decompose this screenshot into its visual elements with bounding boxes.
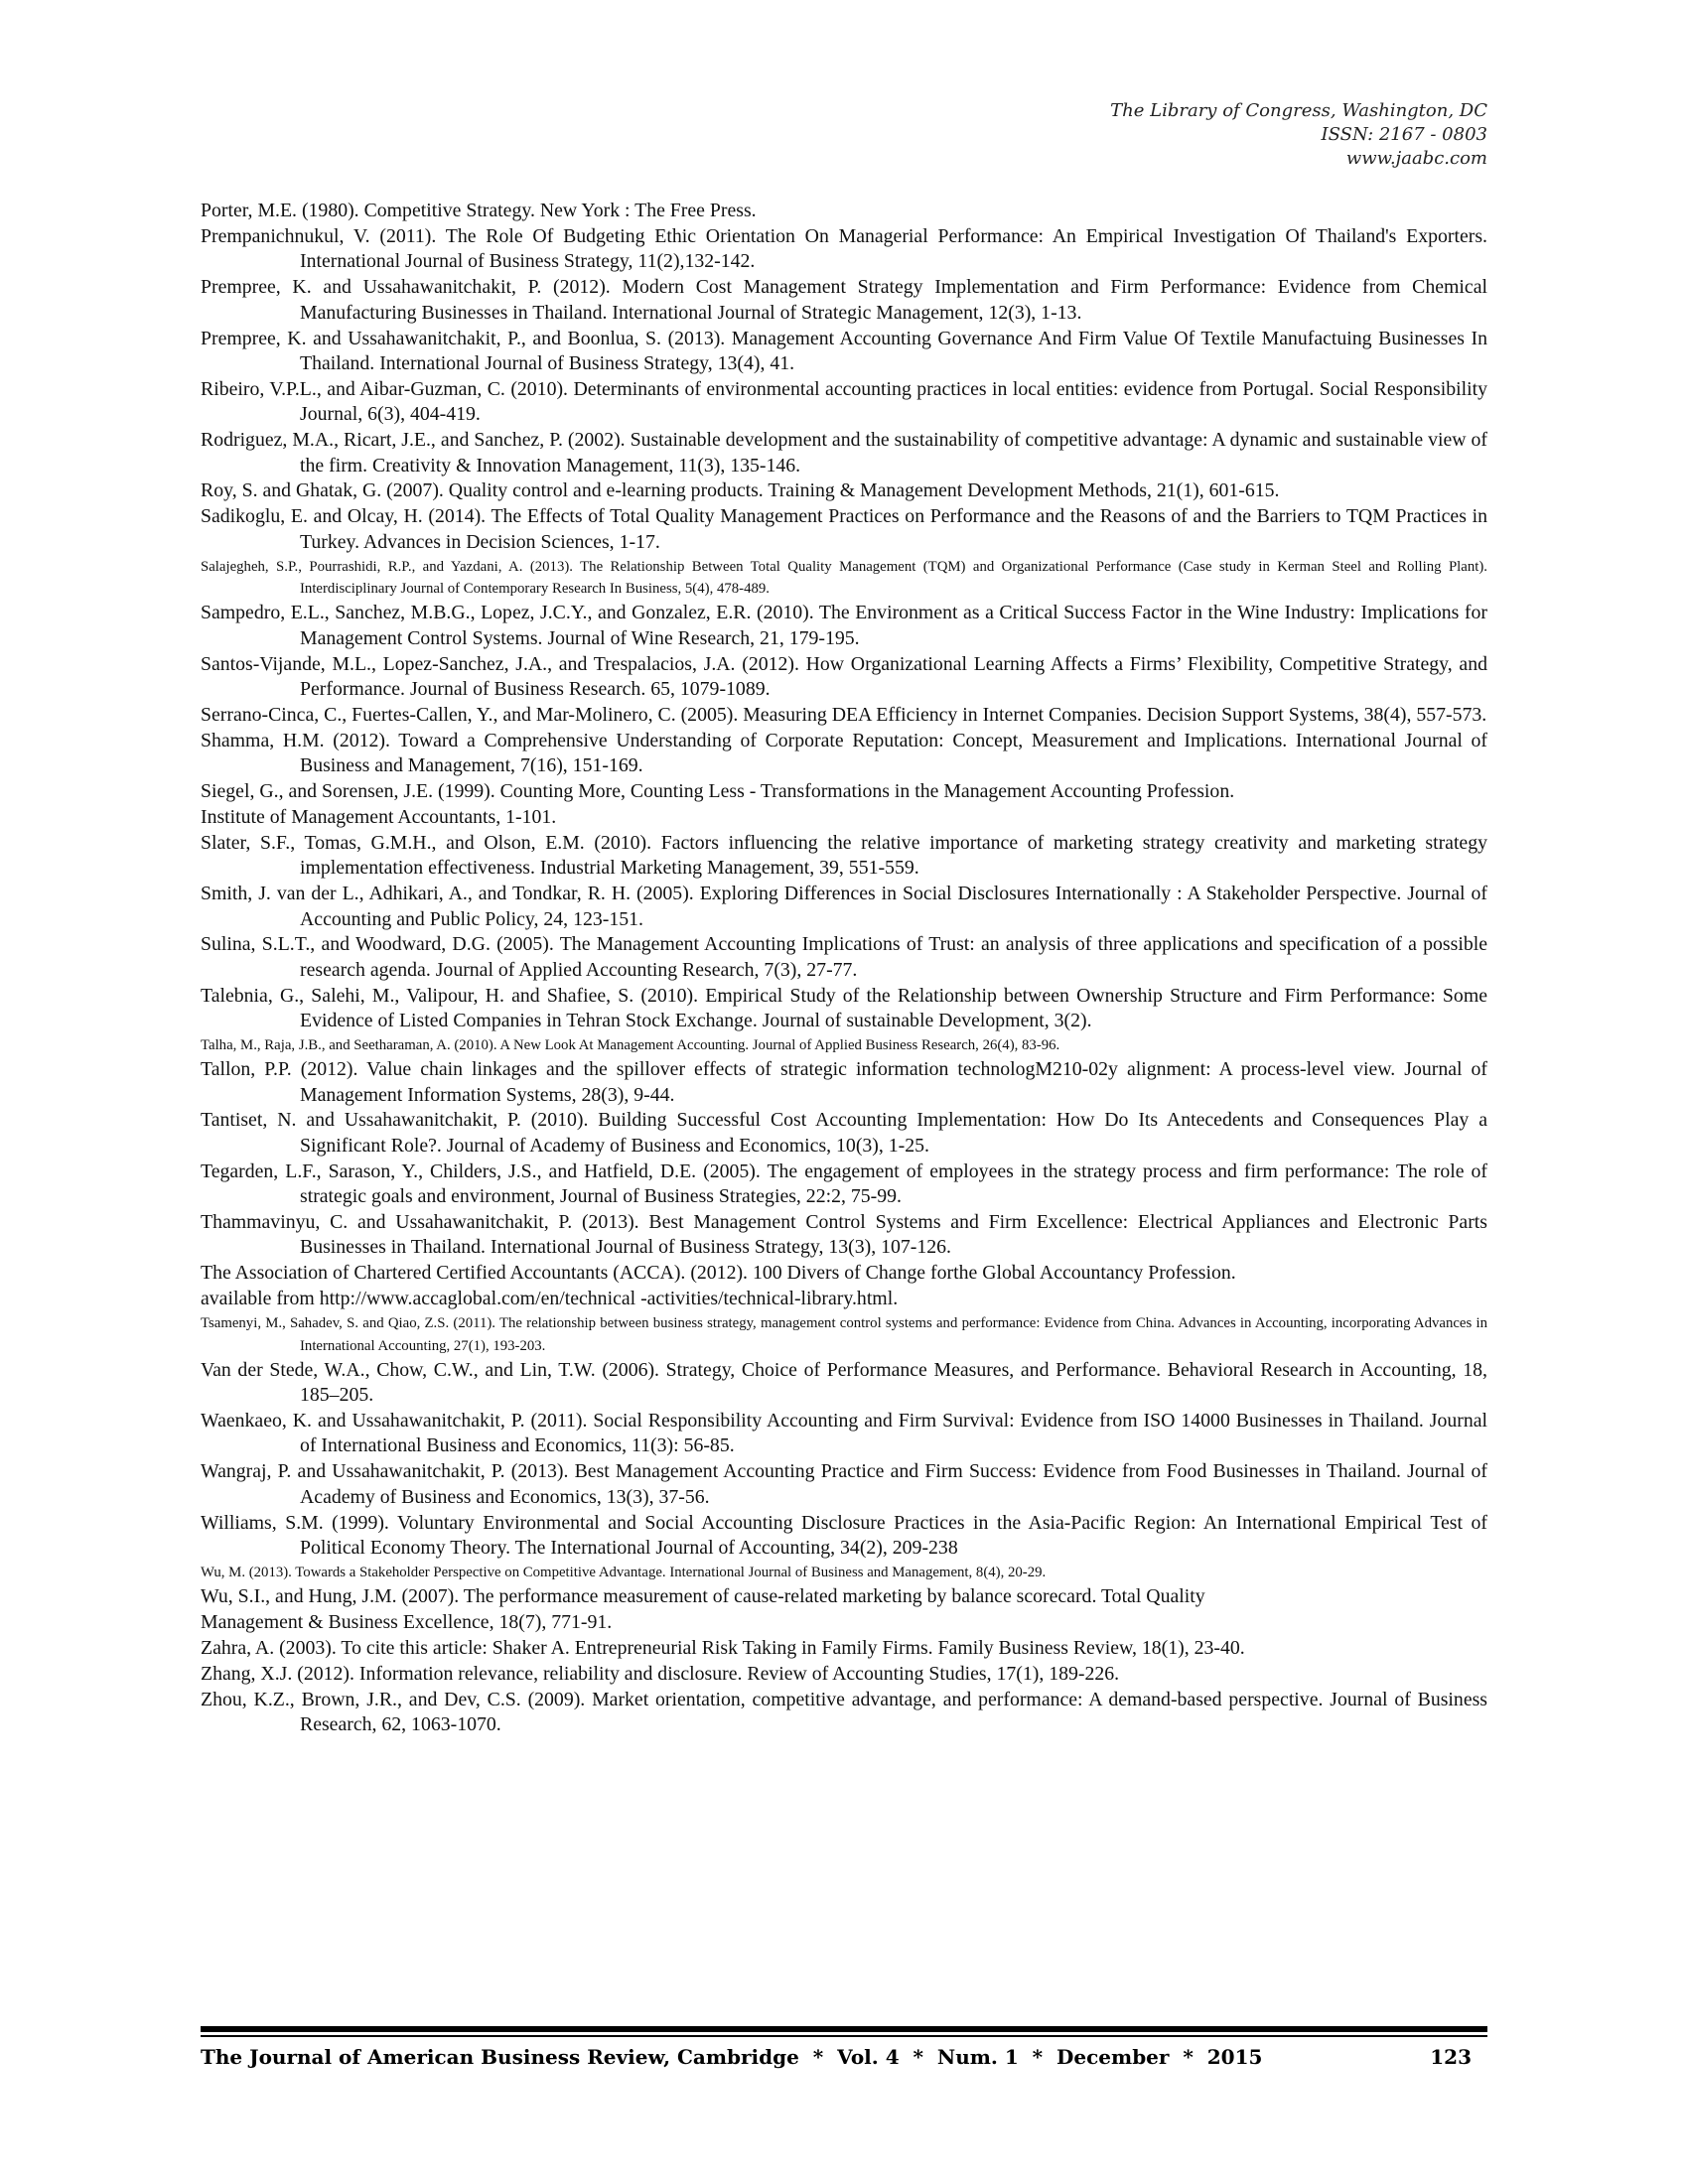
reference-entry: The Association of Chartered Certified Accountants (ACCA). (2012). 100 Divers of Change forthe Global Accountancy Profession. — [201, 1262, 1236, 1285]
reference-list — [201, 199, 1487, 1738]
reference-entry: Thammavinyu, C. and Ussahawanitchakit, P. (2013). Best Management Control Systems and Firm Excellence: Electrical Appliances and Electronic Parts Businesses in Thailand. International Journal of Business Strategy, 13(3), 107-126. — [201, 1211, 1487, 1259]
footer-rule-thick — [201, 2026, 1487, 2032]
reference-entry: Serrano-Cinca, C., Fuertes-Callen, Y., and Mar-Molinero, C. (2005). Measuring DEA Efficiency in Internet Companies. Decision Support Systems, 38(4), 557-573. — [201, 703, 1487, 726]
reference-entry: Sadikoglu, E. and Olcay, H. (2014). The Effects of Total Quality Management Practices on Performance and the Reasons of and the Barriers to TQM Practices in Turkey. Advances in Decision Sciences, 1-17. — [201, 505, 1487, 553]
reference-entry: Tantiset, N. and Ussahawanitchakit, P. (2010). Building Successful Cost Accounting Implementation: How Do Its Antecedents and Consequences Play a Significant Role?. Journal of Academy of Business and Economics, 10(3), 1-25. — [201, 1109, 1487, 1157]
reference-entry: Sulina, S.L.T., and Woodward, D.G. (2005). The Management Accounting Implications of Trust: an analysis of three applications and specification of a possible research agenda. Journal of Applied Accounting Research, 7(3), 27-77. — [201, 933, 1487, 981]
reference-entry: Prempanichnukul, V. (2011). The Role Of Budgeting Ethic Orientation On Managerial Performance: An Empirical Investigation Of Thailand's Exporters. International Journal of Business Strategy, 11(2),132-142. — [201, 224, 1487, 273]
reference-entry: Wu, S.I., and Hung, J.M. (2007). The performance measurement of cause-related marketing by balance scorecard. Total Quality — [201, 1584, 1205, 1607]
reference-entry: Siegel, G., and Sorensen, J.E. (1999). Counting More, Counting Less - Transformations in the Management Accounting Profession. — [201, 780, 1235, 803]
reference-entry: Prempree, K. and Ussahawanitchakit, P., and Boonlua, S. (2013). Management Accounting Governance And Firm Value Of Textile Manufactuing Businesses In Thailand. International Journal of Business Strategy, 13(4), 41. — [201, 327, 1487, 374]
reference-entry: Wu, M. (2013). Towards a Stakeholder Perspective on Competitive Advantage. International Journal of Business and Management, 8(4), 20-29. — [201, 1564, 1047, 1580]
reference-entry: Waenkaeo, K. and Ussahawanitchakit, P. (2011). Social Responsibility Accounting and Firm Survival: Evidence from ISO 14000 Businesses in Thailand. Journal of International Business and Economics, 11(3): 56-85. — [201, 1409, 1487, 1457]
header-issn-line: ISSN: 2167 - 0803 — [1321, 124, 1487, 145]
reference-entry: Talebnia, G., Salehi, M., Valipour, H. and Shafiee, S. (2010). Empirical Study of the Relationship between Ownership Structure and Firm Performance: Some Evidence of Listed Companies in Tehran Stock Exchange. Journal of sustainable Development, 3(2). — [201, 984, 1487, 1032]
reference-entry: Williams, S.M. (1999). Voluntary Environmental and Social Accounting Disclosure Practices in the Asia-Pacific Region: An International Empirical Test of Political Economy Theory. The International Journal of Accounting, 34(2), 209-238 — [201, 1511, 1487, 1559]
reference-entry: available from http://www.accaglobal.com/en/technical -activities/technical-library.html. — [201, 1288, 899, 1310]
reference-entry: Tsamenyi, M., Sahadev, S. and Qiao, Z.S. (2011). The relationship between business strategy, management control systems and performance: Evidence from China. Advances in Accounting, incorporating Advances in International Accounting, 27(1), 193-203. — [201, 1315, 1487, 1354]
reference-entry: Zahra, A. (2003). To cite this article: Shaker A. Entrepreneurial Risk Taking in Family Firms. Family Business Review, 18(1), 23-40. — [201, 1636, 1245, 1659]
reference-entry: Smith, J. van der L., Adhikari, A., and Tondkar, R. H. (2005). Exploring Differences in Social Disclosures Internationally : A Stakeholder Perspective. Journal of Accounting and Public Policy, 24, 123-151. — [201, 883, 1487, 930]
reference-entry: Porter, M.E. (1980). Competitive Strategy. New York : The Free Press. — [201, 200, 757, 221]
reference-entry: Tegarden, L.F., Sarason, Y., Childers, J.S., and Hatfield, D.E. (2005). The engagement of employees in the strategy process and firm performance: The role of strategic goals and environment, Journal of Business Strategies, 22:2, 75-99. — [201, 1160, 1487, 1208]
reference-entry: Slater, S.F., Tomas, G.M.H., and Olson, E.M. (2010). Factors influencing the relative importance of marketing strategy creativity and marketing strategy implementation effectiveness. Industrial Marketing Management, 39, 551-559. — [201, 831, 1487, 880]
header-library-line: The Library of Congress, Washington, DC — [1110, 100, 1487, 121]
reference-entry: Zhang, X.J. (2012). Information relevance, reliability and disclosure. Review of Accounting Studies, 17(1), 189-226. — [201, 1662, 1120, 1685]
page-footer — [201, 2045, 1487, 2077]
reference-entry: Roy, S. and Ghatak, G. (2007). Quality control and e-learning products. Training & Management Development Methods, 21(1), 601-615. — [201, 479, 1280, 502]
reference-entry: Prempree, K. and Ussahawanitchakit, P. (2012). Modern Cost Management Strategy Implementation and Firm Performance: Evidence from Chemical Manufacturing Businesses in Thailand. International Journal of Strategic Management, 12(3), 1-13. — [201, 276, 1487, 324]
reference-entry: Management & Business Excellence, 18(7), 771-91. — [201, 1610, 613, 1633]
reference-entry: Zhou, K.Z., Brown, J.R., and Dev, C.S. (2009). Market orientation, competitive advantage, and performance: A demand-based perspective. Journal of Business Research, 62, 1063-1070. — [201, 1688, 1487, 1735]
reference-entry: Van der Stede, W.A., Chow, C.W., and Lin, T.W. (2006). Strategy, Choice of Performance Measures, and Performance. Behavioral Research in Accounting, 18, 185–205. — [201, 1358, 1487, 1407]
reference-entry: Talha, M., Raja, J.B., and Seetharaman, A. (2010). A New Look At Management Accounting. Journal of Applied Business Research, 26(4), 83-96. — [201, 1037, 1060, 1054]
page-header — [1110, 99, 1487, 171]
reference-entry: Shamma, H.M. (2012). Toward a Comprehensive Understanding of Corporate Reputation: Concept, Measurement and Implications. International Journal of Business and Management, 7(16), 151-169. — [201, 729, 1487, 777]
reference-entry: Santos-Vijande, M.L., Lopez-Sanchez, J.A., and Trespalacios, J.A. (2012). How Organizational Learning Affects a Firms’ Flexibility, Competitive Strategy, and Performance. Journal of Business Research. 65, 1079-1089. — [201, 652, 1487, 700]
reference-entry: Wangraj, P. and Ussahawanitchakit, P. (2013). Best Management Accounting Practice and Firm Success: Evidence from Food Businesses in Thailand. Journal of Academy of Business and Economics, 13(3), 37-56. — [201, 1460, 1487, 1508]
reference-entry: Rodriguez, M.A., Ricart, J.E., and Sanchez, P. (2002). Sustainable development and the sustainability of competitive advantage: A dynamic and sustainable view of the firm. Creativity & Innovation Management, 11(3), 135-146. — [201, 429, 1487, 477]
footer-rule-thin — [201, 2035, 1487, 2037]
header-website-line: www.jaabc.com — [1345, 148, 1487, 169]
reference-entry: Tallon, P.P. (2012). Value chain linkages and the spillover effects of strategic information technologM210-02y alignment: A process-level view. Journal of Management Information Systems, 28(3), 9-44. — [201, 1058, 1487, 1106]
footer-journal-title: The Journal of American Business Review, Cambridge * Vol. 4 * Num. 1 * December * 2015 — [201, 2045, 1263, 2069]
reference-entry: Institute of Management Accountants, 1-101. — [201, 805, 557, 828]
reference-entry: Sampedro, E.L., Sanchez, M.B.G., Lopez, J.C.Y., and Gonzalez, E.R. (2010). The Environment as a Critical Success Factor in the Wine Industry: Implications for Management Control Systems. Journal of Wine Research, 21, 179-195. — [201, 602, 1487, 649]
page-number: 123 — [1430, 2045, 1472, 2069]
reference-entry: Ribeiro, V.P.L., and Aibar-Guzman, C. (2010). Determinants of environmental accounting practices in local entities: evidence from Portugal. Social Responsibility Journal, 6(3), 404-419. — [201, 377, 1487, 426]
reference-entry: Salajegheh, S.P., Pourrashidi, R.P., and Yazdani, A. (2013). The Relationship Between Total Quality Management (TQM) and Organizational Performance (Case study in Kerman Steel and Rolling Plant). Interdisciplinary Journal of Contemporary Research In Business, 5(4), 478-489. — [201, 558, 1487, 598]
